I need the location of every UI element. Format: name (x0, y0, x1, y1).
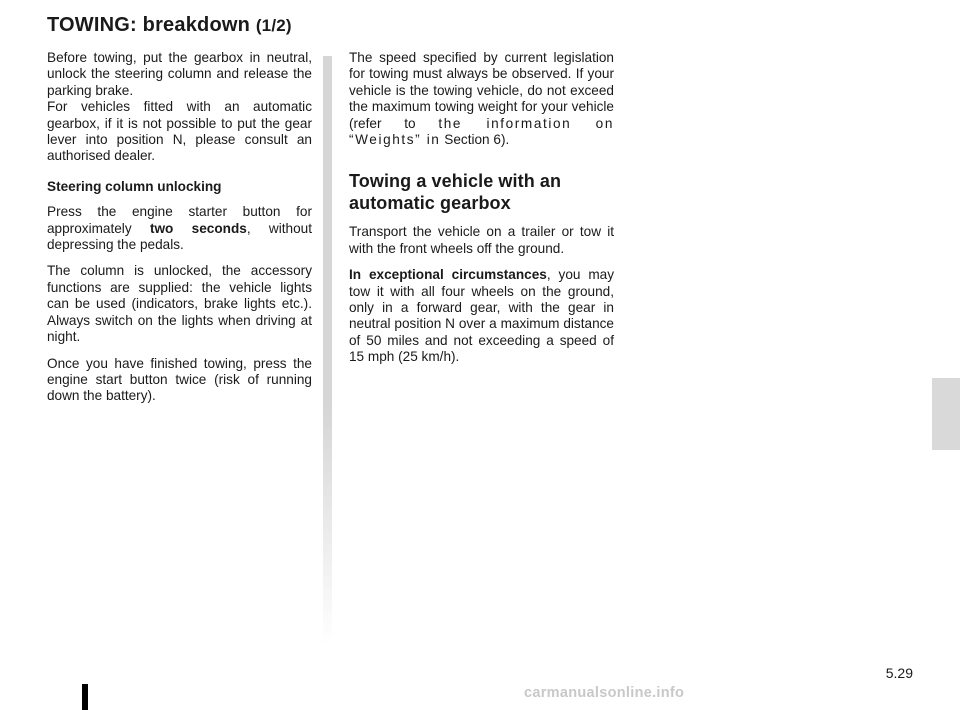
text-segment: , you may tow it with all four wheels on the ground, only in a forward gear, with the gear in neutral position N over a maximum distance of 50 miles and not exceeding a speed of 15 mph (25 km/h). (349, 267, 614, 365)
paragraph-neutral-instructions: Before towing, put the gearbox in neutral, unlock the steering column and release the parking brake. (47, 50, 312, 98)
right-column (349, 50, 614, 366)
section-heading-automatic-gearbox: Towing a vehicle with an automatic gearbox (349, 171, 562, 214)
text-segment: Press the engine starter button for approximately (47, 204, 312, 236)
title-text: TOWING: breakdown (47, 14, 251, 36)
watermark: carmanualsonline.info (524, 685, 685, 701)
text-segment: The speed specified by current legislation for towing must always be observed. If your vehicle is the towing vehicle, do not exceed the maximum towing weight for your vehicle (refer to (349, 50, 614, 131)
emphasis-two-seconds: two seconds (149, 220, 247, 236)
text-segment: the information on “Weights” in (349, 115, 614, 148)
paragraph-exceptional-circumstances (349, 267, 614, 365)
paragraph-towing-speed (349, 50, 614, 148)
emphasis-exceptional: In exceptional circumstances (349, 267, 547, 283)
title-part-indicator: (1/2) (255, 16, 292, 35)
text-segment: Section 6). (444, 132, 510, 148)
paragraph-automatic-gearbox-note: For vehicles fitted with an automatic gearbox, if it is not possible to put the gear lever into position N, please consult an authorised dealer. (47, 99, 312, 164)
column-divider (323, 56, 332, 646)
page-title (47, 14, 292, 37)
subheading-steering-unlock: Steering column unlocking (47, 178, 222, 194)
page-number: 5.29 (885, 665, 913, 681)
section-tab (932, 378, 960, 450)
paragraph-trailer-transport: Transport the vehicle on a trailer or tow it with the front wheels off the ground. (349, 224, 614, 256)
crop-mark (82, 684, 88, 710)
paragraph-starter-button (47, 204, 312, 253)
paragraph-column-unlocked: The column is unlocked, the accessory functions are supplied: the vehicle lights can be used (indicators, brake lights etc.). Always switch on the lights when driving at night. (47, 263, 312, 345)
text-segment: , without depressing the pedals. (47, 220, 312, 253)
paragraph-after-towing: Once you have finished towing, press the engine start button twice (risk of running down the battery). (47, 355, 312, 404)
left-column (47, 50, 312, 405)
